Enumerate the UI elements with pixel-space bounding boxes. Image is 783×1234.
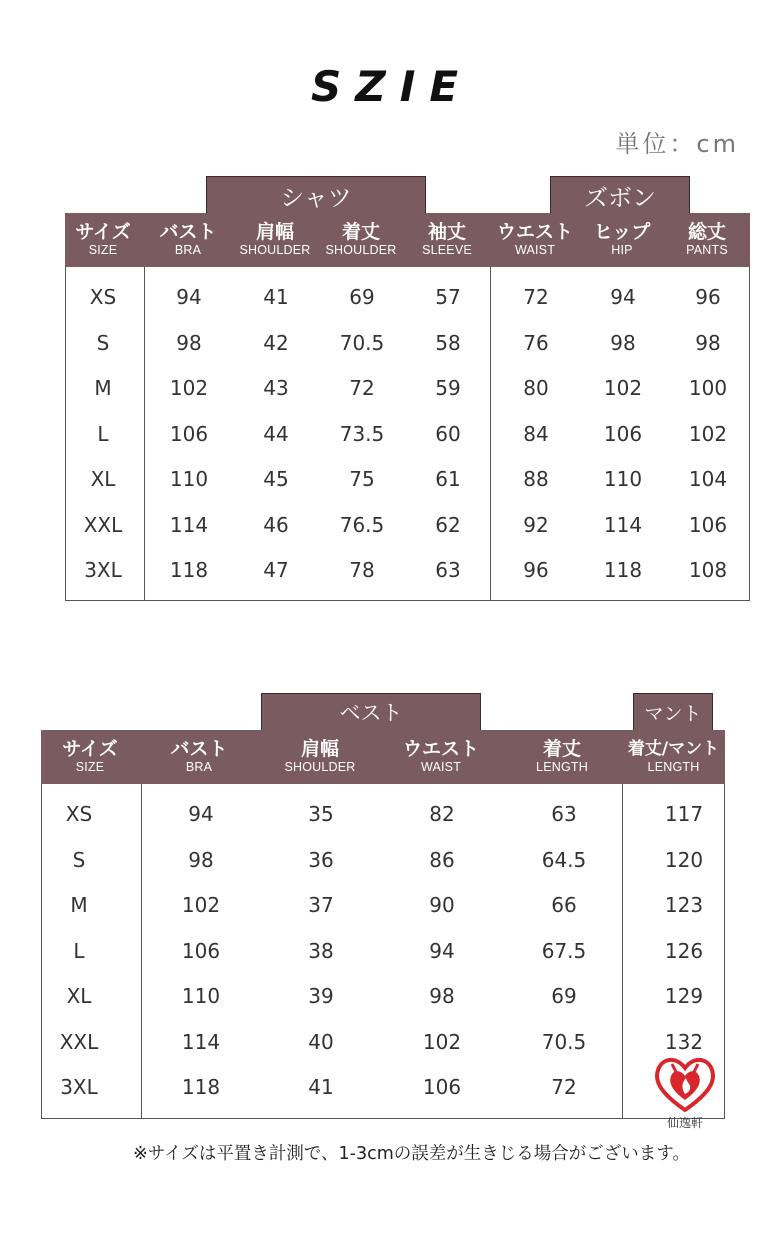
value-cell: 42	[263, 330, 289, 355]
value-cell: 43	[263, 376, 289, 400]
value-cell: 92	[523, 512, 549, 537]
header2-shoulder-en: SHOULDER	[284, 760, 356, 774]
table-row	[42, 792, 724, 837]
value-cell: 67.5	[541, 938, 587, 963]
size-note: ※サイズは平置き計測で、1-3cmの誤差が生きじる場合がございます。	[133, 1144, 690, 1164]
page-title: SZIE	[310, 62, 473, 111]
value-cell: 63	[435, 558, 461, 582]
header-sleeve-en: SLEEVE	[422, 243, 472, 257]
header-waist-ja: ウエスト	[496, 221, 573, 243]
value-cell: 69	[551, 984, 577, 1008]
value-cell: 60	[435, 421, 461, 446]
value-cell: 70.5	[541, 1029, 587, 1054]
table2-header	[41, 730, 725, 784]
table-row	[42, 974, 724, 1019]
header2-waist	[382, 730, 500, 784]
value-cell: 47	[263, 558, 289, 582]
header2-shoulder	[258, 730, 382, 784]
table-row	[42, 1020, 724, 1065]
table-row	[66, 548, 749, 593]
value-cell: 72	[349, 376, 375, 400]
value-cell: 114	[603, 512, 643, 537]
header-bust-ja: バスト	[159, 221, 217, 243]
value-cell: 106	[181, 938, 221, 963]
header2-bust-en: BRA	[185, 760, 213, 774]
value-cell: 39	[308, 984, 334, 1008]
header2-cloak-length	[622, 730, 725, 784]
header-pants-en: PANTS	[686, 243, 728, 257]
value-cell: 75	[349, 467, 375, 491]
header-sleeve	[404, 213, 490, 267]
value-cell: 108	[688, 558, 728, 582]
value-cell: 58	[435, 330, 461, 355]
header-hip-en: HIP	[611, 243, 633, 257]
value-cell: 106	[169, 421, 209, 446]
value-cell: 102	[688, 421, 728, 446]
value-cell: 36	[308, 847, 334, 872]
header-shoulder-ja: 肩幅	[255, 221, 294, 243]
unit-label: 単位：cm	[615, 130, 739, 158]
value-cell: 98	[429, 984, 455, 1008]
value-cell: 90	[429, 893, 455, 917]
table2-body	[41, 784, 725, 1119]
header2-shoulder-ja: 肩幅	[300, 738, 339, 760]
table-row	[66, 321, 749, 366]
value-cell: 98	[610, 330, 636, 355]
header-size-ja: サイズ	[75, 221, 131, 243]
header2-waist-ja: ウエスト	[402, 738, 479, 760]
table1-header	[65, 213, 750, 267]
value-cell: 70.5	[339, 330, 385, 355]
size-cell: XXL	[59, 1029, 99, 1054]
value-cell: 82	[429, 802, 455, 826]
value-cell: 102	[181, 893, 221, 917]
value-cell: 96	[523, 558, 549, 582]
header-shoulder-en: SHOULDER	[239, 243, 311, 257]
value-cell: 104	[688, 467, 728, 491]
header-shoulder	[232, 213, 318, 267]
value-cell: 88	[523, 467, 549, 491]
header2-length-en: LENGTH	[536, 760, 588, 774]
size-cell: XS	[65, 802, 93, 826]
header-length	[318, 213, 404, 267]
value-cell: 118	[603, 558, 643, 582]
value-cell: 102	[169, 376, 209, 400]
value-cell: 96	[695, 285, 721, 309]
header2-length-ja: 着丈	[542, 738, 581, 760]
header-length-ja: 着丈	[341, 221, 380, 243]
value-cell: 114	[181, 1029, 221, 1054]
size-cell: 3XL	[60, 1075, 98, 1099]
header2-cloak-length-en: LENGTH	[647, 760, 700, 774]
value-cell: 110	[181, 984, 221, 1008]
value-cell: 102	[422, 1029, 462, 1054]
value-cell: 94	[429, 938, 455, 963]
value-cell: 117	[664, 802, 704, 826]
value-cell: 80	[523, 376, 549, 400]
value-cell: 69	[349, 285, 375, 309]
size-cell: XXL	[83, 512, 123, 537]
value-cell: 94	[176, 285, 202, 309]
value-cell: 106	[603, 421, 643, 446]
size-cell: S	[96, 330, 110, 355]
tab-vest: ベスト	[261, 693, 481, 731]
header2-bust-ja: バスト	[170, 738, 228, 760]
value-cell: 45	[263, 467, 289, 491]
header-pants	[664, 213, 750, 267]
table-row	[42, 883, 724, 928]
table-row	[42, 1065, 724, 1110]
table-row	[66, 412, 749, 457]
header-size	[65, 213, 141, 267]
value-cell: 126	[664, 938, 704, 963]
table-row	[66, 366, 749, 411]
value-cell: 106	[422, 1075, 462, 1099]
value-cell: 94	[610, 285, 636, 309]
header-waist	[490, 213, 580, 267]
size-cell: XL	[90, 467, 116, 491]
size-cell: M	[94, 376, 112, 400]
header2-size-ja: サイズ	[62, 738, 118, 760]
value-cell: 106	[688, 512, 728, 537]
value-cell: 41	[263, 285, 289, 309]
value-cell: 40	[308, 1029, 334, 1054]
value-cell: 98	[176, 330, 202, 355]
header-pants-ja: 総丈	[687, 221, 726, 243]
header-waist-en: WAIST	[514, 243, 556, 257]
value-cell: 64.5	[541, 847, 587, 872]
value-cell: 63	[551, 802, 577, 826]
size-cell: M	[70, 893, 88, 917]
header2-size-en: SIZE	[75, 760, 105, 774]
size-cell: S	[72, 847, 86, 872]
size-cell: XS	[89, 285, 117, 309]
header2-size	[41, 730, 139, 784]
value-cell: 118	[169, 558, 209, 582]
value-cell: 84	[523, 421, 549, 446]
value-cell: 73.5	[339, 421, 385, 446]
value-cell: 132	[664, 1029, 704, 1054]
size-cell: L	[73, 938, 85, 963]
value-cell: 94	[188, 802, 214, 826]
table1-body	[65, 267, 750, 601]
header2-bust	[140, 730, 258, 784]
tab-cloak: マント	[633, 693, 713, 731]
value-cell: 76.5	[339, 512, 385, 537]
value-cell: 98	[695, 330, 721, 355]
value-cell: 120	[664, 847, 704, 872]
value-cell: 72	[551, 1075, 577, 1099]
value-cell: 123	[664, 893, 704, 917]
value-cell: 44	[263, 421, 289, 446]
value-cell: 61	[435, 467, 461, 491]
table-row	[66, 275, 749, 320]
tab-shirt: シャツ	[206, 176, 426, 214]
value-cell: 38	[308, 938, 334, 963]
value-cell: 129	[664, 984, 704, 1008]
value-cell: 110	[169, 467, 209, 491]
tab-pants: ズボン	[550, 176, 690, 214]
value-cell: 110	[603, 467, 643, 491]
table-row	[42, 838, 724, 883]
table-row	[66, 457, 749, 502]
value-cell: 118	[181, 1075, 221, 1099]
header-hip-ja: ヒップ	[593, 221, 651, 243]
header-sleeve-ja: 袖丈	[427, 221, 466, 243]
size-cell: L	[97, 421, 109, 446]
value-cell: 41	[308, 1075, 334, 1099]
header2-length	[500, 730, 624, 784]
value-cell: 76	[523, 330, 549, 355]
value-cell: 114	[169, 512, 209, 537]
value-cell: 57	[435, 285, 461, 309]
value-cell: 100	[688, 376, 728, 400]
header-bust	[144, 213, 232, 267]
table-row	[42, 929, 724, 974]
header-hip	[580, 213, 664, 267]
value-cell: 102	[603, 376, 643, 400]
header-bust-en: BRA	[174, 243, 202, 257]
brand-logo-text: 仙逸軒	[666, 1116, 703, 1130]
size-cell: XL	[66, 984, 92, 1008]
header2-waist-en: WAIST	[420, 760, 462, 774]
value-cell: 62	[435, 512, 461, 537]
value-cell: 46	[263, 512, 289, 537]
value-cell: 98	[188, 847, 214, 872]
table-row	[66, 503, 749, 548]
heart-flame-logo-icon	[652, 1052, 718, 1114]
value-cell: 78	[349, 558, 375, 582]
value-cell: 86	[429, 847, 455, 872]
value-cell: 66	[551, 893, 577, 917]
value-cell: 59	[435, 376, 461, 400]
brand-logo	[652, 1052, 718, 1138]
header-size-en: SIZE	[88, 243, 118, 257]
header-length-en: SHOULDER	[325, 243, 397, 257]
value-cell: 35	[308, 802, 334, 826]
size-cell: 3XL	[84, 558, 122, 582]
header2-cloak-length-ja: 着丈/マント	[627, 739, 720, 759]
value-cell: 72	[523, 285, 549, 309]
value-cell: 37	[308, 893, 334, 917]
